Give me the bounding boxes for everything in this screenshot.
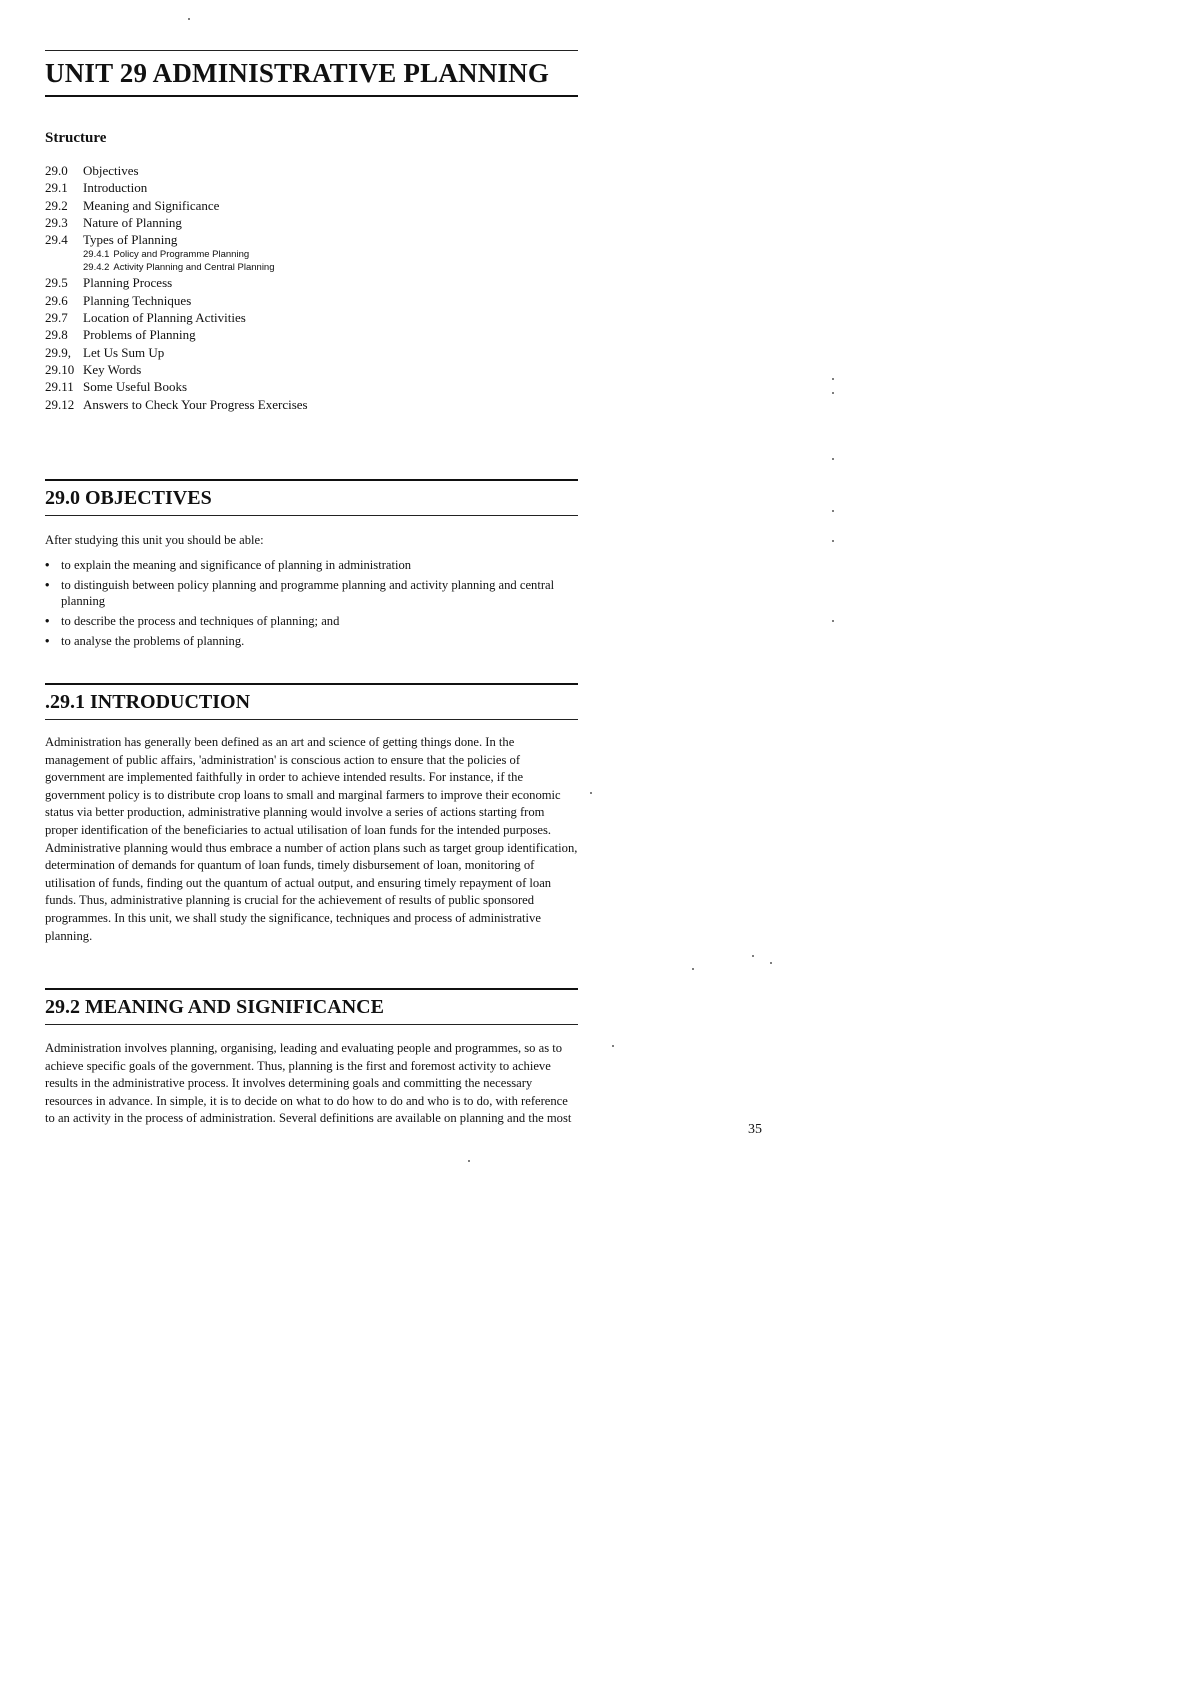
meaning-heading: 29.2 MEANING AND SIGNIFICANCE (45, 996, 384, 1018)
scan-speck (188, 18, 190, 20)
scan-speck (770, 962, 772, 964)
objectives-intro: After studying this unit you should be able: (45, 533, 264, 547)
scan-speck (832, 392, 834, 394)
toc-item: 29.8 Problems of Planning (45, 327, 196, 343)
toc-item: 29.12 Answers to Check Your Progress Exercises (45, 396, 308, 412)
toc-item: 29.10 Key Words (45, 361, 142, 377)
toc-item: 29.3 Nature of Planning (45, 214, 182, 230)
scan-speck (612, 1045, 614, 1047)
list-item: • to explain the meaning and significance of planning in administration (45, 558, 412, 572)
meaning-body: Administration involves planning, organising, leading and evaluating people and programmes, so as to achieve specific goals of the government. Thus, planning is the first and foremost activity to achieve results in the administrative process. It involves determining goals and committing the necessary resources in advance. In simple, it is to decide on what to do how to do and who is to do, with reference to an activity in the process of administration. Several definitions are available on planning and the most (45, 1041, 572, 1126)
toc-item: 29.0 Objectives (45, 163, 139, 178)
introduction-heading-block (45, 683, 578, 720)
scan-speck (832, 620, 834, 622)
unit-title: UNIT 29 ADMINISTRATIVE PLANNING (45, 58, 550, 88)
scan-speck (832, 458, 834, 460)
list-item: • to distinguish between policy planning and programme planning and activity planning and central planning (45, 578, 555, 608)
scan-speck (692, 968, 694, 970)
scan-speck (832, 378, 834, 380)
unit-title-block (45, 50, 578, 97)
introduction-body: Administration has generally been defined as an art and science of getting things done. In the management of public affairs, 'administration' is conscious action to ensure that the policies of government are implemented faithfully in order to achieve intended results. For instance, if the government policy is to distribute crop loans to small and marginal farmers to improve their economic status via better production, administrative planning would involve a series of actions starting from proper identification of the beneficiaries to actual utilisation of loan funds for the intended purposes. Administrative planning would thus embrace a number of action plans such as target group identification, determination of demands for quantum of loan funds, timely disbursement of loan, monitoring of utilisation of funds, finding out the quantum of actual output, and ensuring timely repayment of loan funds. Thus, administrative planning is crucial for the achievement of results of public sponsored programmes. In this unit, we shall study the significance, techniques and process of administrative planning. (45, 735, 578, 943)
toc-item: 29.4 Types of Planning (45, 232, 178, 248)
list-item: • to describe the process and techniques of planning; and (45, 614, 340, 628)
page-number: 35 (748, 1122, 762, 1137)
scan-speck (752, 955, 754, 957)
toc-item: 29.7 Location of Planning Activities (45, 310, 246, 326)
meaning-heading-block (45, 988, 578, 1025)
scan-speck (832, 540, 834, 542)
toc-item: 29.6 Planning Techniques (45, 292, 192, 308)
scan-speck (590, 792, 592, 794)
structure-heading: Structure (45, 130, 107, 146)
toc-item: 29.2 Meaning and Significance (45, 197, 220, 213)
list-item: • to analyse the problems of planning. (45, 634, 245, 648)
toc-item: 29.5 Planning Process (45, 275, 173, 291)
objectives-heading: 29.0 OBJECTIVES (45, 487, 212, 509)
scan-speck (832, 510, 834, 512)
toc-item: 29.1 Introduction (45, 180, 148, 196)
toc-item: 29.9, Let Us Sum Up (45, 344, 165, 360)
scan-speck (468, 1160, 470, 1162)
toc-subitem: 29.4.2 Activity Planning and Central Planning (83, 262, 275, 274)
objectives-heading-block (45, 479, 578, 516)
objectives-list (45, 557, 578, 653)
introduction-heading: .29.1 INTRODUCTION (45, 691, 251, 713)
toc-subitem: 29.4.1 Policy and Programme Planning (83, 249, 250, 261)
toc-item: 29.11 Some Useful Books (45, 379, 187, 395)
table-of-contents (45, 162, 308, 413)
